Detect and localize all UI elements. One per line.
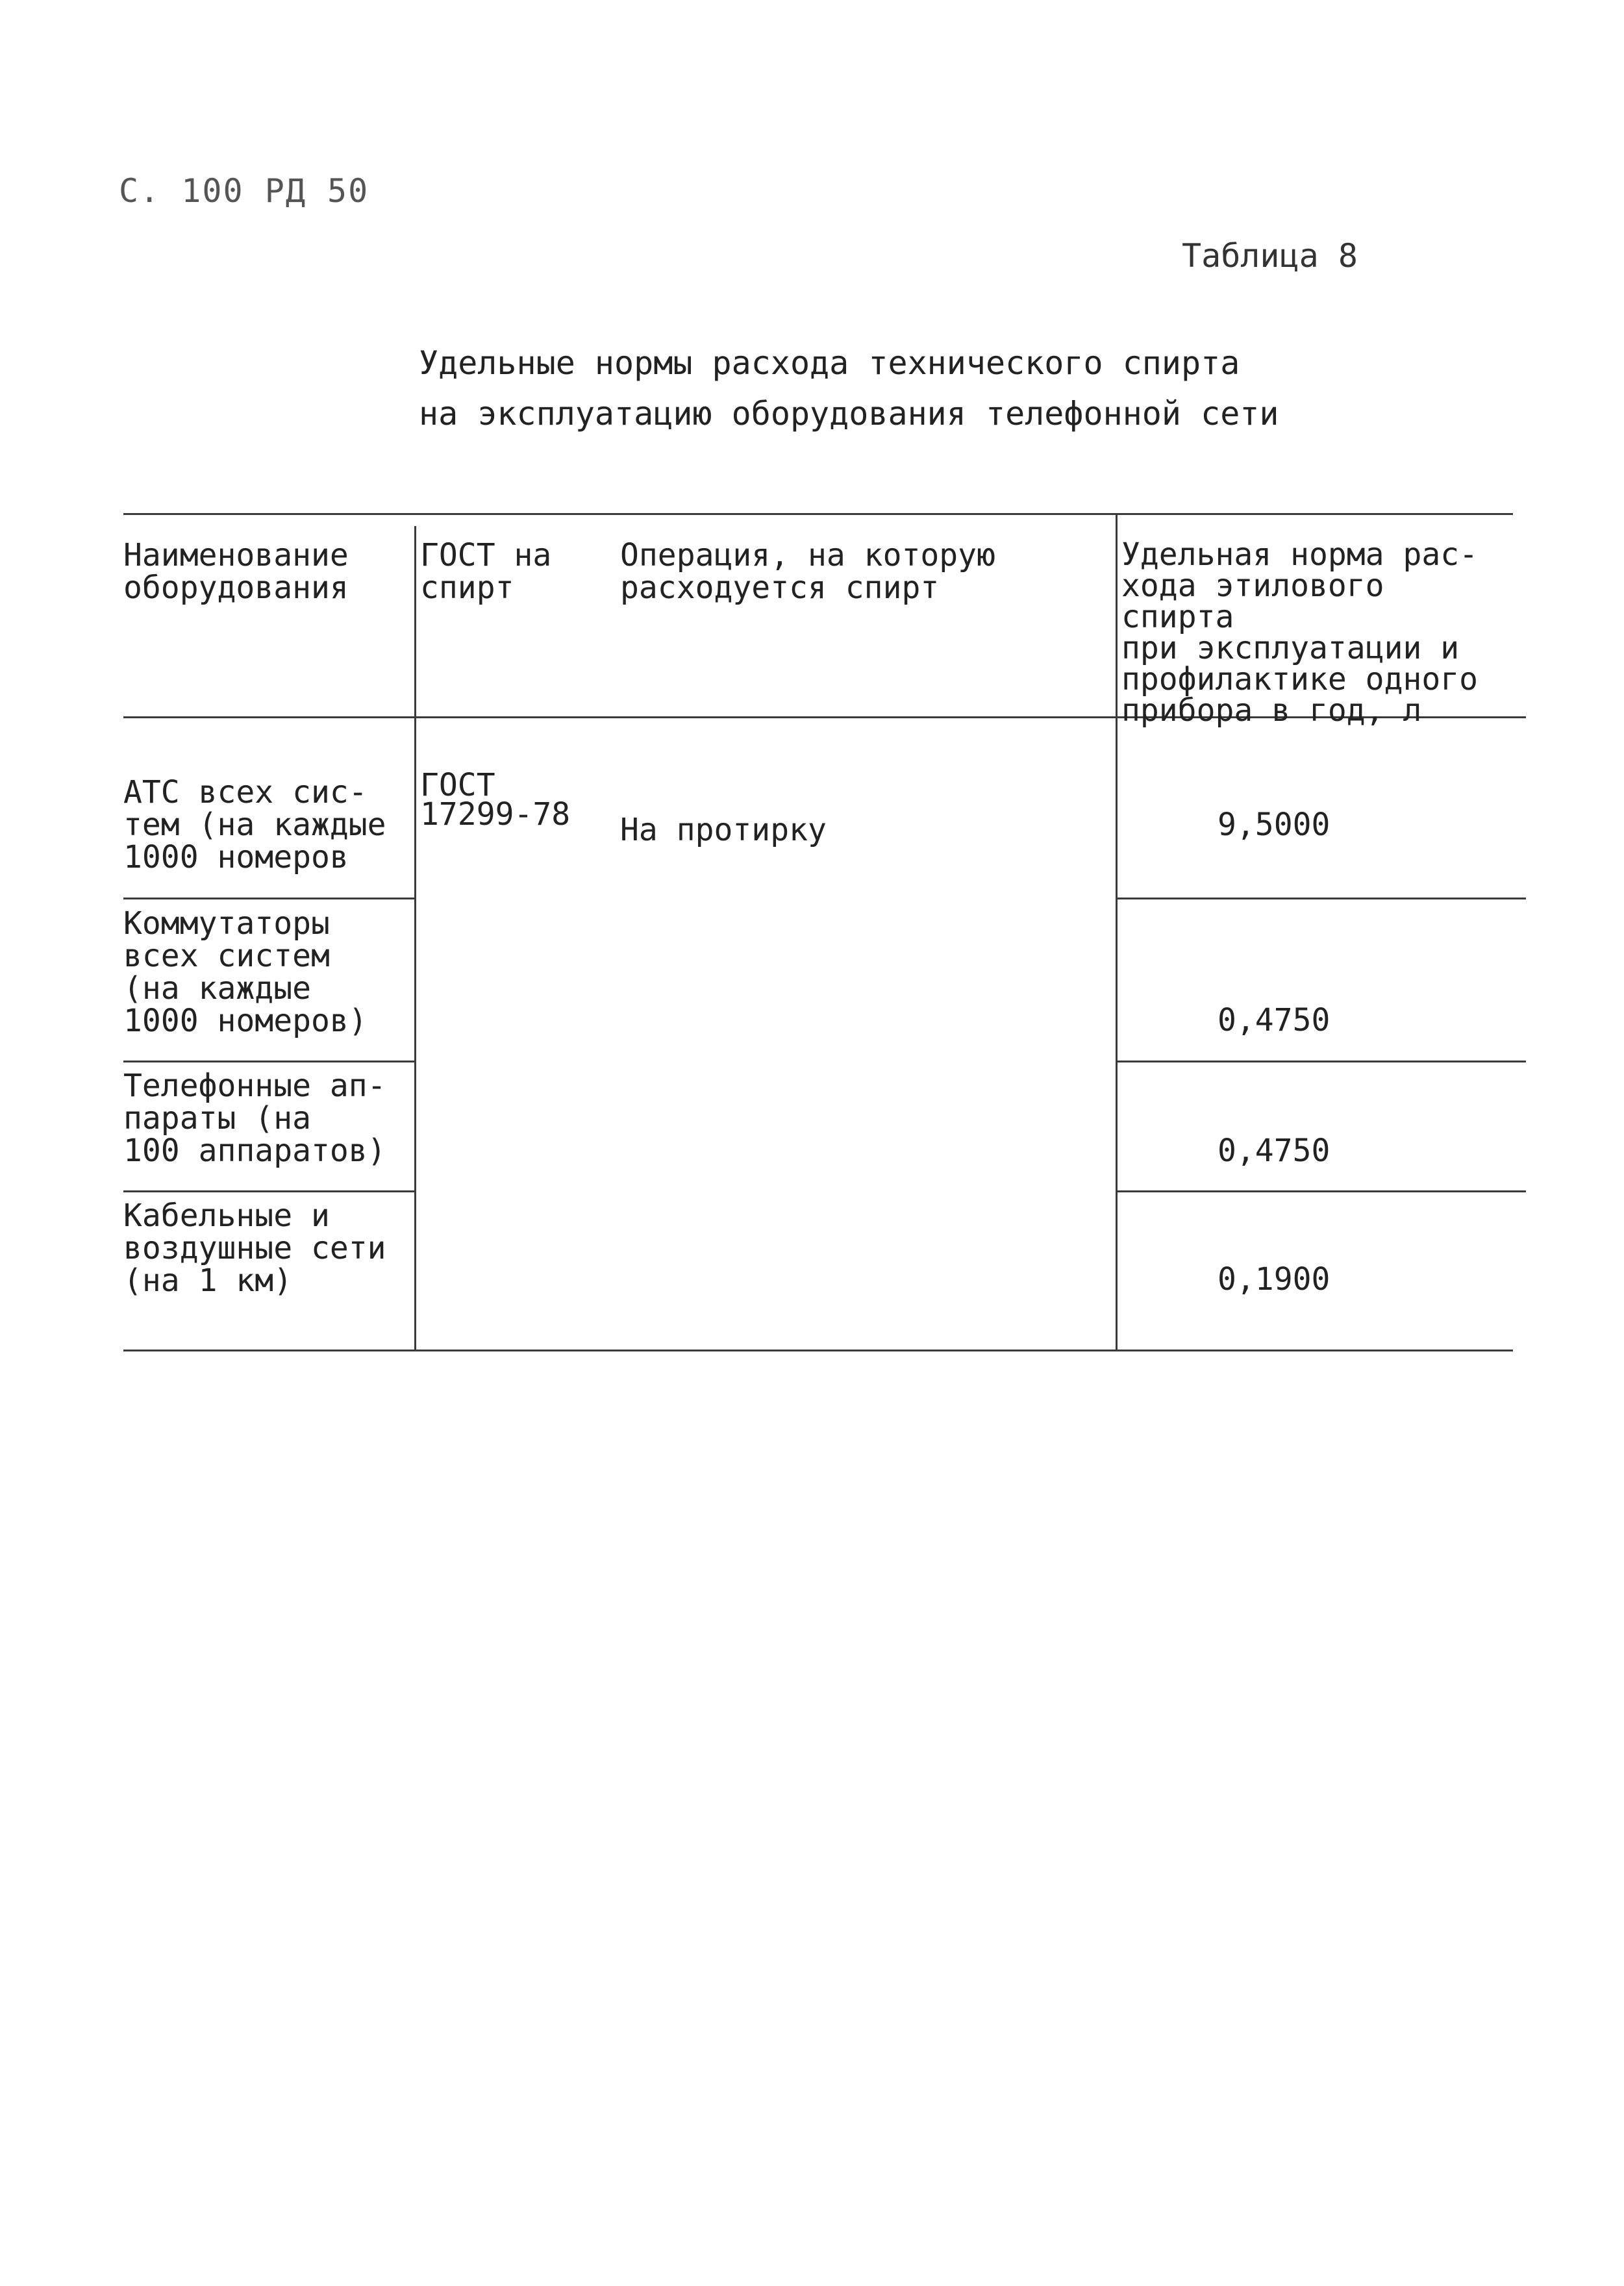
- table-row-equipment-name: Коммутаторы всех систем (на каждые 1000 номеров): [123, 905, 368, 1039]
- row-separator: [1117, 1190, 1526, 1192]
- gost-cell: ГОСТ 17299-78: [420, 767, 571, 833]
- column-divider: [414, 526, 416, 1350]
- table-row-equipment-name: Кабельные и воздушные сети (на 1 км): [123, 1198, 386, 1299]
- table-row-norm-value: 0,4750: [1218, 1133, 1330, 1169]
- table-title-line-2: на эксплуатацию оборудования телефонной сети: [419, 395, 1279, 433]
- table-row-norm-value: 0,1900: [1218, 1261, 1330, 1298]
- column-header-equipment: Наименование оборудования: [123, 537, 349, 606]
- row-separator: [1117, 898, 1526, 899]
- table-top-rule: [123, 513, 1513, 515]
- table-bottom-rule: [123, 1350, 1513, 1351]
- row-separator: [123, 1061, 416, 1062]
- row-separator: [123, 1190, 416, 1192]
- page-reference: С. 100 РД 50: [119, 172, 369, 210]
- column-header-gost: ГОСТ на спирт: [420, 537, 552, 606]
- table-label: Таблица 8: [1182, 237, 1358, 275]
- row-separator: [1117, 1061, 1526, 1062]
- column-header-operation: Операция, на которую расходуется спирт: [620, 537, 995, 606]
- table-row-equipment-name: Телефонные ап- параты (на 100 аппаратов): [123, 1068, 386, 1169]
- column-header-norm: Удельная норма рас- хода этилового спирта при эксплуатации и профилактике одного прибора в год, л: [1121, 536, 1479, 729]
- table-title: [419, 338, 1279, 439]
- table-row-norm-value: 0,4750: [1218, 1002, 1330, 1038]
- table-row-equipment-name: АТС всех сис- тем (на каждые 1000 номеров: [123, 774, 386, 875]
- table-row-norm-value: 9,5000: [1218, 807, 1330, 843]
- column-divider: [1116, 513, 1118, 1350]
- table-title-line-1: Удельные нормы расхода технического спирта: [419, 344, 1240, 382]
- row-separator: [123, 898, 416, 899]
- operation-cell: На протирку: [620, 812, 827, 848]
